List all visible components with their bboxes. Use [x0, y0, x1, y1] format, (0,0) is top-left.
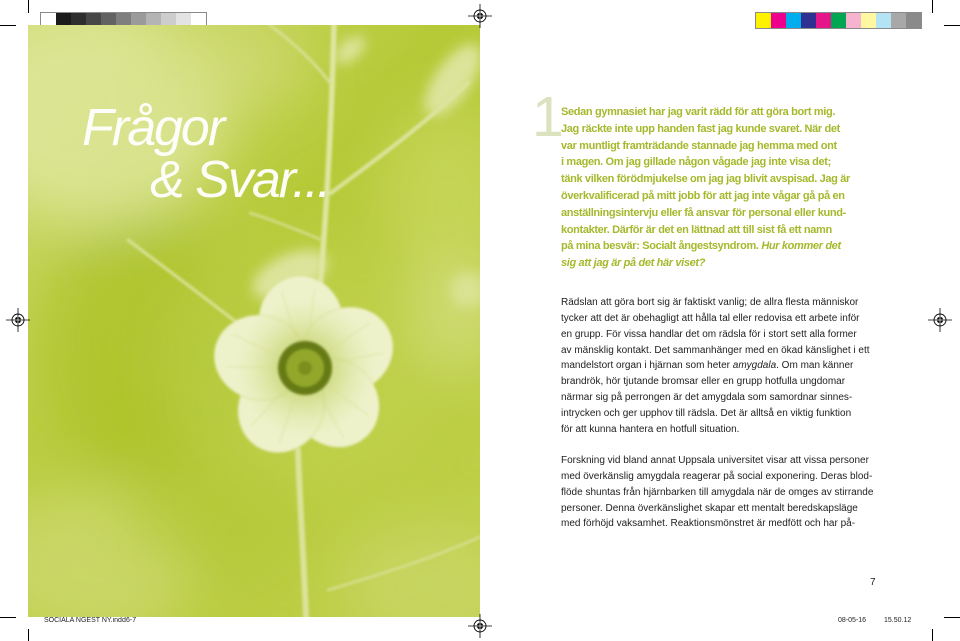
registration-mark-icon [468, 4, 492, 28]
color-swatch [846, 13, 861, 28]
line-text: personer. Denna överkänslighet skapar ett mentalt beredskapsläge [561, 502, 858, 514]
line-text: var muntligt framträdande stannade jag hemma med ont [561, 139, 837, 152]
slug-pages: 6-7 [126, 617, 137, 624]
body-line [561, 406, 870, 422]
body-line [561, 485, 873, 501]
crop-mark [944, 617, 960, 618]
slug-time: 15.50.12 [884, 617, 912, 624]
color-swatch [906, 13, 921, 28]
body-line [561, 374, 870, 390]
slug-date: 08-05-16 [838, 617, 867, 624]
line-text: mandelstort organ i hjärnan som heter [561, 360, 733, 372]
intro-line [561, 171, 850, 188]
body-line [561, 422, 870, 438]
body-line [561, 390, 870, 406]
registration-mark-icon [6, 308, 30, 332]
line-text: i magen. Om jag gillade någon vågade jag inte visa det; [561, 156, 831, 169]
body-line [561, 343, 870, 359]
line-text: en grupp. För vissa handlar det om rädsla för i stort sett alla former [561, 328, 857, 340]
line-text: på mina besvär: Socialt ångestsyndrom. [561, 240, 762, 253]
page-title-line-2: & Svar... [150, 151, 330, 209]
flower-center [278, 341, 332, 395]
body-line [561, 295, 870, 311]
crop-mark [932, 0, 933, 13]
body-paragraph-1 [561, 295, 870, 438]
body-paragraph-2 [561, 453, 873, 532]
page-title-line-1: Frågor [82, 99, 224, 157]
crop-mark [0, 617, 16, 618]
color-swatch [756, 13, 771, 28]
line-text: brandrök, hör tjutande bromsar eller en grupp hotfulla ungdomar [561, 376, 846, 388]
crop-mark [28, 629, 29, 641]
registration-mark-icon [928, 308, 952, 332]
body-line [561, 516, 873, 532]
intro-line [561, 222, 850, 239]
emphasis-text: Hur kommer det [761, 240, 841, 253]
color-swatch [786, 13, 801, 28]
line-text: av mänsklig kontakt. Det sammanhänger med en ökad känslighet i ett [561, 344, 870, 356]
crop-mark [932, 629, 933, 641]
color-swatch [831, 13, 846, 28]
color-swatch [891, 13, 906, 28]
body-line [561, 469, 873, 485]
line-text: med överkänslig amygdala reagerar på social exponering. Deras blod- [561, 470, 873, 482]
color-swatch [816, 13, 831, 28]
color-swatch [861, 13, 876, 28]
line-text: Forskning vid bland annat Uppsala universitet visar att vissa personer [561, 455, 869, 466]
crop-mark [0, 25, 16, 26]
line-text: kontakter. Därför är det en lättnad att till sist få ett namn [561, 223, 832, 236]
flower-center-dot [298, 361, 312, 375]
intro-question [561, 104, 850, 272]
crop-mark [28, 0, 29, 13]
emphasis-text: amygdala [732, 360, 777, 372]
page-number: 7 [870, 577, 876, 588]
body-line [561, 311, 870, 327]
body-line [561, 453, 873, 469]
emphasis-text: sig att jag är på det här viset? [561, 257, 706, 270]
slug-filename: SOCIALA NGEST NY.indd [44, 617, 126, 624]
section-number: 1 [532, 85, 564, 149]
intro-line [561, 238, 850, 255]
line-text: överkvalificerad på mitt jobb för att jag inte vågar gå på en [561, 189, 845, 202]
line-text: tycker att det är obehagligt att hålla tal eller redovisa ett arbete inför [561, 312, 860, 324]
registration-mark-icon [468, 614, 492, 638]
color-swatch [771, 13, 786, 28]
body-line [561, 358, 870, 374]
line-text: flöde shuntas från hjärnbarken till amygdala när de omges av stirrande [561, 486, 874, 498]
line-text: närmar sig på perrongen är det amygdala som samordnar sinnes- [561, 392, 853, 404]
color-swatch [801, 13, 816, 28]
intro-line [561, 255, 850, 272]
line-text: . Om man känner [776, 360, 854, 372]
intro-line [561, 104, 850, 121]
intro-line [561, 188, 850, 205]
crop-mark [944, 25, 960, 26]
intro-line [561, 121, 850, 138]
line-text: med förhöjd vaksamhet. Reaktionsmönstret är medfött och har på- [561, 518, 856, 530]
body-line [561, 327, 870, 343]
line-text: Sedan gymnasiet har jag varit rädd för att göra bort mig. [561, 106, 836, 118]
line-text: anställningsintervju eller få ansvar för personal eller kund- [561, 206, 846, 219]
body-line [561, 501, 873, 517]
color-control-strip [755, 12, 922, 29]
line-text: Rädslan att göra bort sig är faktiskt vanlig; de allra flesta människor [561, 297, 859, 308]
line-text: intrycken och ger upphov till rädsla. Det är alltså en viktig funktion [561, 407, 852, 419]
line-text: tänk vilken förödmjukelse om jag jag blivit avspisad. Jag är [561, 173, 850, 186]
color-swatch [876, 13, 891, 28]
line-text: för att kunna hantera en hotfull situation. [561, 423, 740, 435]
intro-line [561, 138, 850, 155]
intro-line [561, 205, 850, 222]
intro-line [561, 154, 850, 171]
line-text: Jag räckte inte upp handen fast jag kunde svaret. När det [561, 122, 840, 135]
